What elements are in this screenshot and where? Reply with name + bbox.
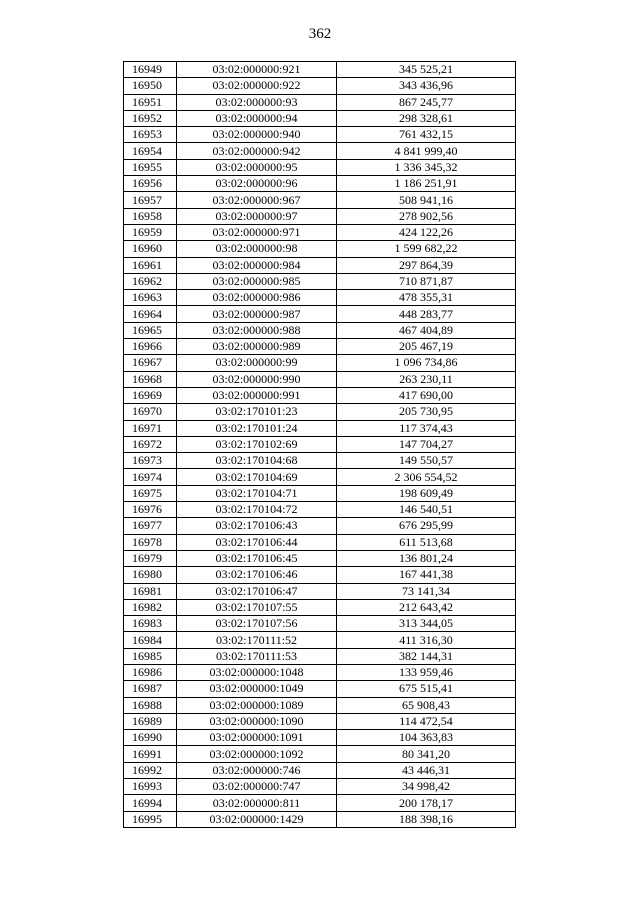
cadastral-value-cell: 205 730,95 (337, 404, 516, 420)
row-number-cell: 16955 (124, 159, 177, 175)
cadastral-number-cell: 03:02:170107:56 (177, 616, 337, 632)
table-row (124, 648, 516, 664)
cadastral-value-cell: 675 515,41 (337, 681, 516, 697)
table-row (124, 664, 516, 680)
cadastral-number-cell: 03:02:000000:1429 (177, 811, 337, 827)
row-number-cell: 16976 (124, 502, 177, 518)
cadastral-number-cell: 03:02:170104:72 (177, 502, 337, 518)
table-row (124, 469, 516, 485)
cadastral-value-cell: 147 704,27 (337, 436, 516, 452)
cadastral-value-cell: 313 344,05 (337, 616, 516, 632)
row-number-cell: 16979 (124, 550, 177, 566)
table-row (124, 306, 516, 322)
cadastral-value-cell: 448 283,77 (337, 306, 516, 322)
row-number-cell: 16974 (124, 469, 177, 485)
row-number-cell: 16957 (124, 192, 177, 208)
table-row (124, 192, 516, 208)
row-number-cell: 16954 (124, 143, 177, 159)
cadastral-number-cell: 03:02:000000:991 (177, 387, 337, 403)
cadastral-number-cell: 03:02:000000:94 (177, 110, 337, 126)
row-number-cell: 16967 (124, 355, 177, 371)
row-number-cell: 16989 (124, 713, 177, 729)
cadastral-number-cell: 03:02:170102:69 (177, 436, 337, 452)
cadastral-value-cell: 1 336 345,32 (337, 159, 516, 175)
table-row (124, 583, 516, 599)
table-row (124, 78, 516, 94)
cadastral-number-cell: 03:02:170107:55 (177, 599, 337, 615)
cadastral-number-cell: 03:02:000000:99 (177, 355, 337, 371)
cadastral-number-cell: 03:02:170104:71 (177, 485, 337, 501)
table-row (124, 518, 516, 534)
row-number-cell: 16964 (124, 306, 177, 322)
cadastral-value-cell: 1 096 734,86 (337, 355, 516, 371)
row-number-cell: 16981 (124, 583, 177, 599)
cadastral-number-cell: 03:02:170104:68 (177, 453, 337, 469)
table-row (124, 339, 516, 355)
cadastral-number-cell: 03:02:170106:46 (177, 567, 337, 583)
row-number-cell: 16983 (124, 616, 177, 632)
cadastral-value-cell: 167 441,38 (337, 567, 516, 583)
row-number-cell: 16956 (124, 176, 177, 192)
table-row (124, 371, 516, 387)
cadastral-value-cell: 467 404,89 (337, 322, 516, 338)
cadastral-number-cell: 03:02:000000:811 (177, 795, 337, 811)
cadastral-value-cell: 104 363,83 (337, 730, 516, 746)
cadastral-value-cell: 149 550,57 (337, 453, 516, 469)
table-row (124, 779, 516, 795)
cadastral-number-cell: 03:02:000000:987 (177, 306, 337, 322)
cadastral-value-cell: 478 355,31 (337, 290, 516, 306)
row-number-cell: 16961 (124, 257, 177, 273)
cadastral-value-cell: 382 144,31 (337, 648, 516, 664)
cadastral-value-cell: 278 902,56 (337, 208, 516, 224)
cadastral-value-cell: 298 328,61 (337, 110, 516, 126)
table-row (124, 730, 516, 746)
cadastral-value-cell: 411 316,30 (337, 632, 516, 648)
row-number-cell: 16975 (124, 485, 177, 501)
cadastral-number-cell: 03:02:000000:1049 (177, 681, 337, 697)
row-number-cell: 16982 (124, 599, 177, 615)
table-row (124, 795, 516, 811)
cadastral-value-cell: 761 432,15 (337, 127, 516, 143)
row-number-cell: 16987 (124, 681, 177, 697)
cadastral-number-cell: 03:02:000000:990 (177, 371, 337, 387)
cadastral-value-cell: 198 609,49 (337, 485, 516, 501)
cadastral-number-cell: 03:02:000000:1090 (177, 713, 337, 729)
cadastral-value-cell: 676 295,99 (337, 518, 516, 534)
row-number-cell: 16951 (124, 94, 177, 110)
cadastral-number-cell: 03:02:000000:921 (177, 62, 337, 78)
table-row (124, 436, 516, 452)
cadastral-number-cell: 03:02:170101:23 (177, 404, 337, 420)
cadastral-number-cell: 03:02:170106:43 (177, 518, 337, 534)
cadastral-number-cell: 03:02:000000:97 (177, 208, 337, 224)
cadastral-number-cell: 03:02:000000:989 (177, 339, 337, 355)
table-row (124, 62, 516, 78)
cadastral-value-cell: 263 230,11 (337, 371, 516, 387)
row-number-cell: 16990 (124, 730, 177, 746)
cadastral-number-cell: 03:02:170106:44 (177, 534, 337, 550)
table-row (124, 681, 516, 697)
row-number-cell: 16962 (124, 273, 177, 289)
cadastral-number-cell: 03:02:000000:1089 (177, 697, 337, 713)
cadastral-value-cell: 424 122,26 (337, 224, 516, 240)
table-body (124, 62, 516, 828)
table-row (124, 616, 516, 632)
cadastral-number-cell: 03:02:000000:986 (177, 290, 337, 306)
page-number: 362 (308, 26, 332, 42)
cadastral-value-cell: 73 141,34 (337, 583, 516, 599)
row-number-cell: 16980 (124, 567, 177, 583)
cadastral-number-cell: 03:02:000000:96 (177, 176, 337, 192)
cadastral-value-cell: 2 306 554,52 (337, 469, 516, 485)
row-number-cell: 16958 (124, 208, 177, 224)
cadastral-value-cell: 136 801,24 (337, 550, 516, 566)
table-row (124, 599, 516, 615)
table-row (124, 453, 516, 469)
table-row (124, 143, 516, 159)
row-number-cell: 16973 (124, 453, 177, 469)
table-row (124, 632, 516, 648)
cadastral-number-cell: 03:02:000000:1092 (177, 746, 337, 762)
cadastral-number-cell: 03:02:170104:69 (177, 469, 337, 485)
cadastral-value-cell: 297 864,39 (337, 257, 516, 273)
row-number-cell: 16994 (124, 795, 177, 811)
row-number-cell: 16959 (124, 224, 177, 240)
row-number-cell: 16969 (124, 387, 177, 403)
cadastral-value-cell: 611 513,68 (337, 534, 516, 550)
row-number-cell: 16992 (124, 762, 177, 778)
cadastral-value-cell: 212 643,42 (337, 599, 516, 615)
cadastral-number-cell: 03:02:000000:95 (177, 159, 337, 175)
cadastral-value-cell: 200 178,17 (337, 795, 516, 811)
cadastral-value-cell: 343 436,96 (337, 78, 516, 94)
table-row (124, 127, 516, 143)
cadastral-value-cell: 65 908,43 (337, 697, 516, 713)
row-number-cell: 16978 (124, 534, 177, 550)
table-row (124, 159, 516, 175)
row-number-cell: 16977 (124, 518, 177, 534)
table-row (124, 404, 516, 420)
table-row (124, 322, 516, 338)
cadastral-value-cell: 205 467,19 (337, 339, 516, 355)
cadastral-value-cell: 1 186 251,91 (337, 176, 516, 192)
row-number-cell: 16965 (124, 322, 177, 338)
cadastral-value-cell: 133 959,46 (337, 664, 516, 680)
table-row (124, 550, 516, 566)
cadastral-value-cell: 4 841 999,40 (337, 143, 516, 159)
cadastral-value-cell: 417 690,00 (337, 387, 516, 403)
table-row (124, 762, 516, 778)
cadastral-value-cell: 80 341,20 (337, 746, 516, 762)
table-row (124, 110, 516, 126)
cadastral-number-cell: 03:02:170101:24 (177, 420, 337, 436)
row-number-cell: 16993 (124, 779, 177, 795)
cadastral-value-table (123, 61, 516, 828)
table-row (124, 567, 516, 583)
table-row (124, 355, 516, 371)
table-row (124, 257, 516, 273)
cadastral-value-cell: 867 245,77 (337, 94, 516, 110)
cadastral-number-cell: 03:02:000000:940 (177, 127, 337, 143)
row-number-cell: 16949 (124, 62, 177, 78)
table-row (124, 713, 516, 729)
cadastral-number-cell: 03:02:000000:988 (177, 322, 337, 338)
cadastral-number-cell: 03:02:000000:922 (177, 78, 337, 94)
cadastral-value-cell: 114 472,54 (337, 713, 516, 729)
cadastral-value-cell: 117 374,43 (337, 420, 516, 436)
row-number-cell: 16960 (124, 241, 177, 257)
cadastral-value-cell: 1 599 682,22 (337, 241, 516, 257)
table-row (124, 420, 516, 436)
row-number-cell: 16953 (124, 127, 177, 143)
table-row (124, 224, 516, 240)
cadastral-value-cell: 710 871,87 (337, 273, 516, 289)
table-row (124, 534, 516, 550)
cadastral-number-cell: 03:02:000000:1091 (177, 730, 337, 746)
table-row (124, 746, 516, 762)
table-row (124, 208, 516, 224)
table-row (124, 176, 516, 192)
cadastral-number-cell: 03:02:000000:93 (177, 94, 337, 110)
row-number-cell: 16986 (124, 664, 177, 680)
cadastral-number-cell: 03:02:170106:47 (177, 583, 337, 599)
table-row (124, 94, 516, 110)
cadastral-number-cell: 03:02:000000:971 (177, 224, 337, 240)
table-row (124, 485, 516, 501)
cadastral-value-cell: 43 446,31 (337, 762, 516, 778)
cadastral-number-cell: 03:02:170111:53 (177, 648, 337, 664)
cadastral-number-cell: 03:02:000000:967 (177, 192, 337, 208)
row-number-cell: 16952 (124, 110, 177, 126)
row-number-cell: 16991 (124, 746, 177, 762)
cadastral-number-cell: 03:02:000000:746 (177, 762, 337, 778)
cadastral-number-cell: 03:02:000000:98 (177, 241, 337, 257)
table-row (124, 241, 516, 257)
table-row (124, 811, 516, 827)
row-number-cell: 16985 (124, 648, 177, 664)
row-number-cell: 16995 (124, 811, 177, 827)
table-row (124, 273, 516, 289)
cadastral-value-cell: 508 941,16 (337, 192, 516, 208)
row-number-cell: 16950 (124, 78, 177, 94)
cadastral-value-cell: 188 398,16 (337, 811, 516, 827)
cadastral-number-cell: 03:02:000000:984 (177, 257, 337, 273)
row-number-cell: 16988 (124, 697, 177, 713)
table-row (124, 387, 516, 403)
table-row (124, 290, 516, 306)
cadastral-value-cell: 345 525,21 (337, 62, 516, 78)
row-number-cell: 16970 (124, 404, 177, 420)
row-number-cell: 16963 (124, 290, 177, 306)
row-number-cell: 16968 (124, 371, 177, 387)
row-number-cell: 16971 (124, 420, 177, 436)
cadastral-number-cell: 03:02:000000:985 (177, 273, 337, 289)
row-number-cell: 16984 (124, 632, 177, 648)
cadastral-value-cell: 34 998,42 (337, 779, 516, 795)
cadastral-number-cell: 03:02:000000:942 (177, 143, 337, 159)
cadastral-number-cell: 03:02:000000:1048 (177, 664, 337, 680)
cadastral-number-cell: 03:02:000000:747 (177, 779, 337, 795)
cadastral-value-cell: 146 540,51 (337, 502, 516, 518)
cadastral-number-cell: 03:02:170111:52 (177, 632, 337, 648)
cadastral-number-cell: 03:02:170106:45 (177, 550, 337, 566)
row-number-cell: 16966 (124, 339, 177, 355)
table-row (124, 502, 516, 518)
table-row (124, 697, 516, 713)
row-number-cell: 16972 (124, 436, 177, 452)
